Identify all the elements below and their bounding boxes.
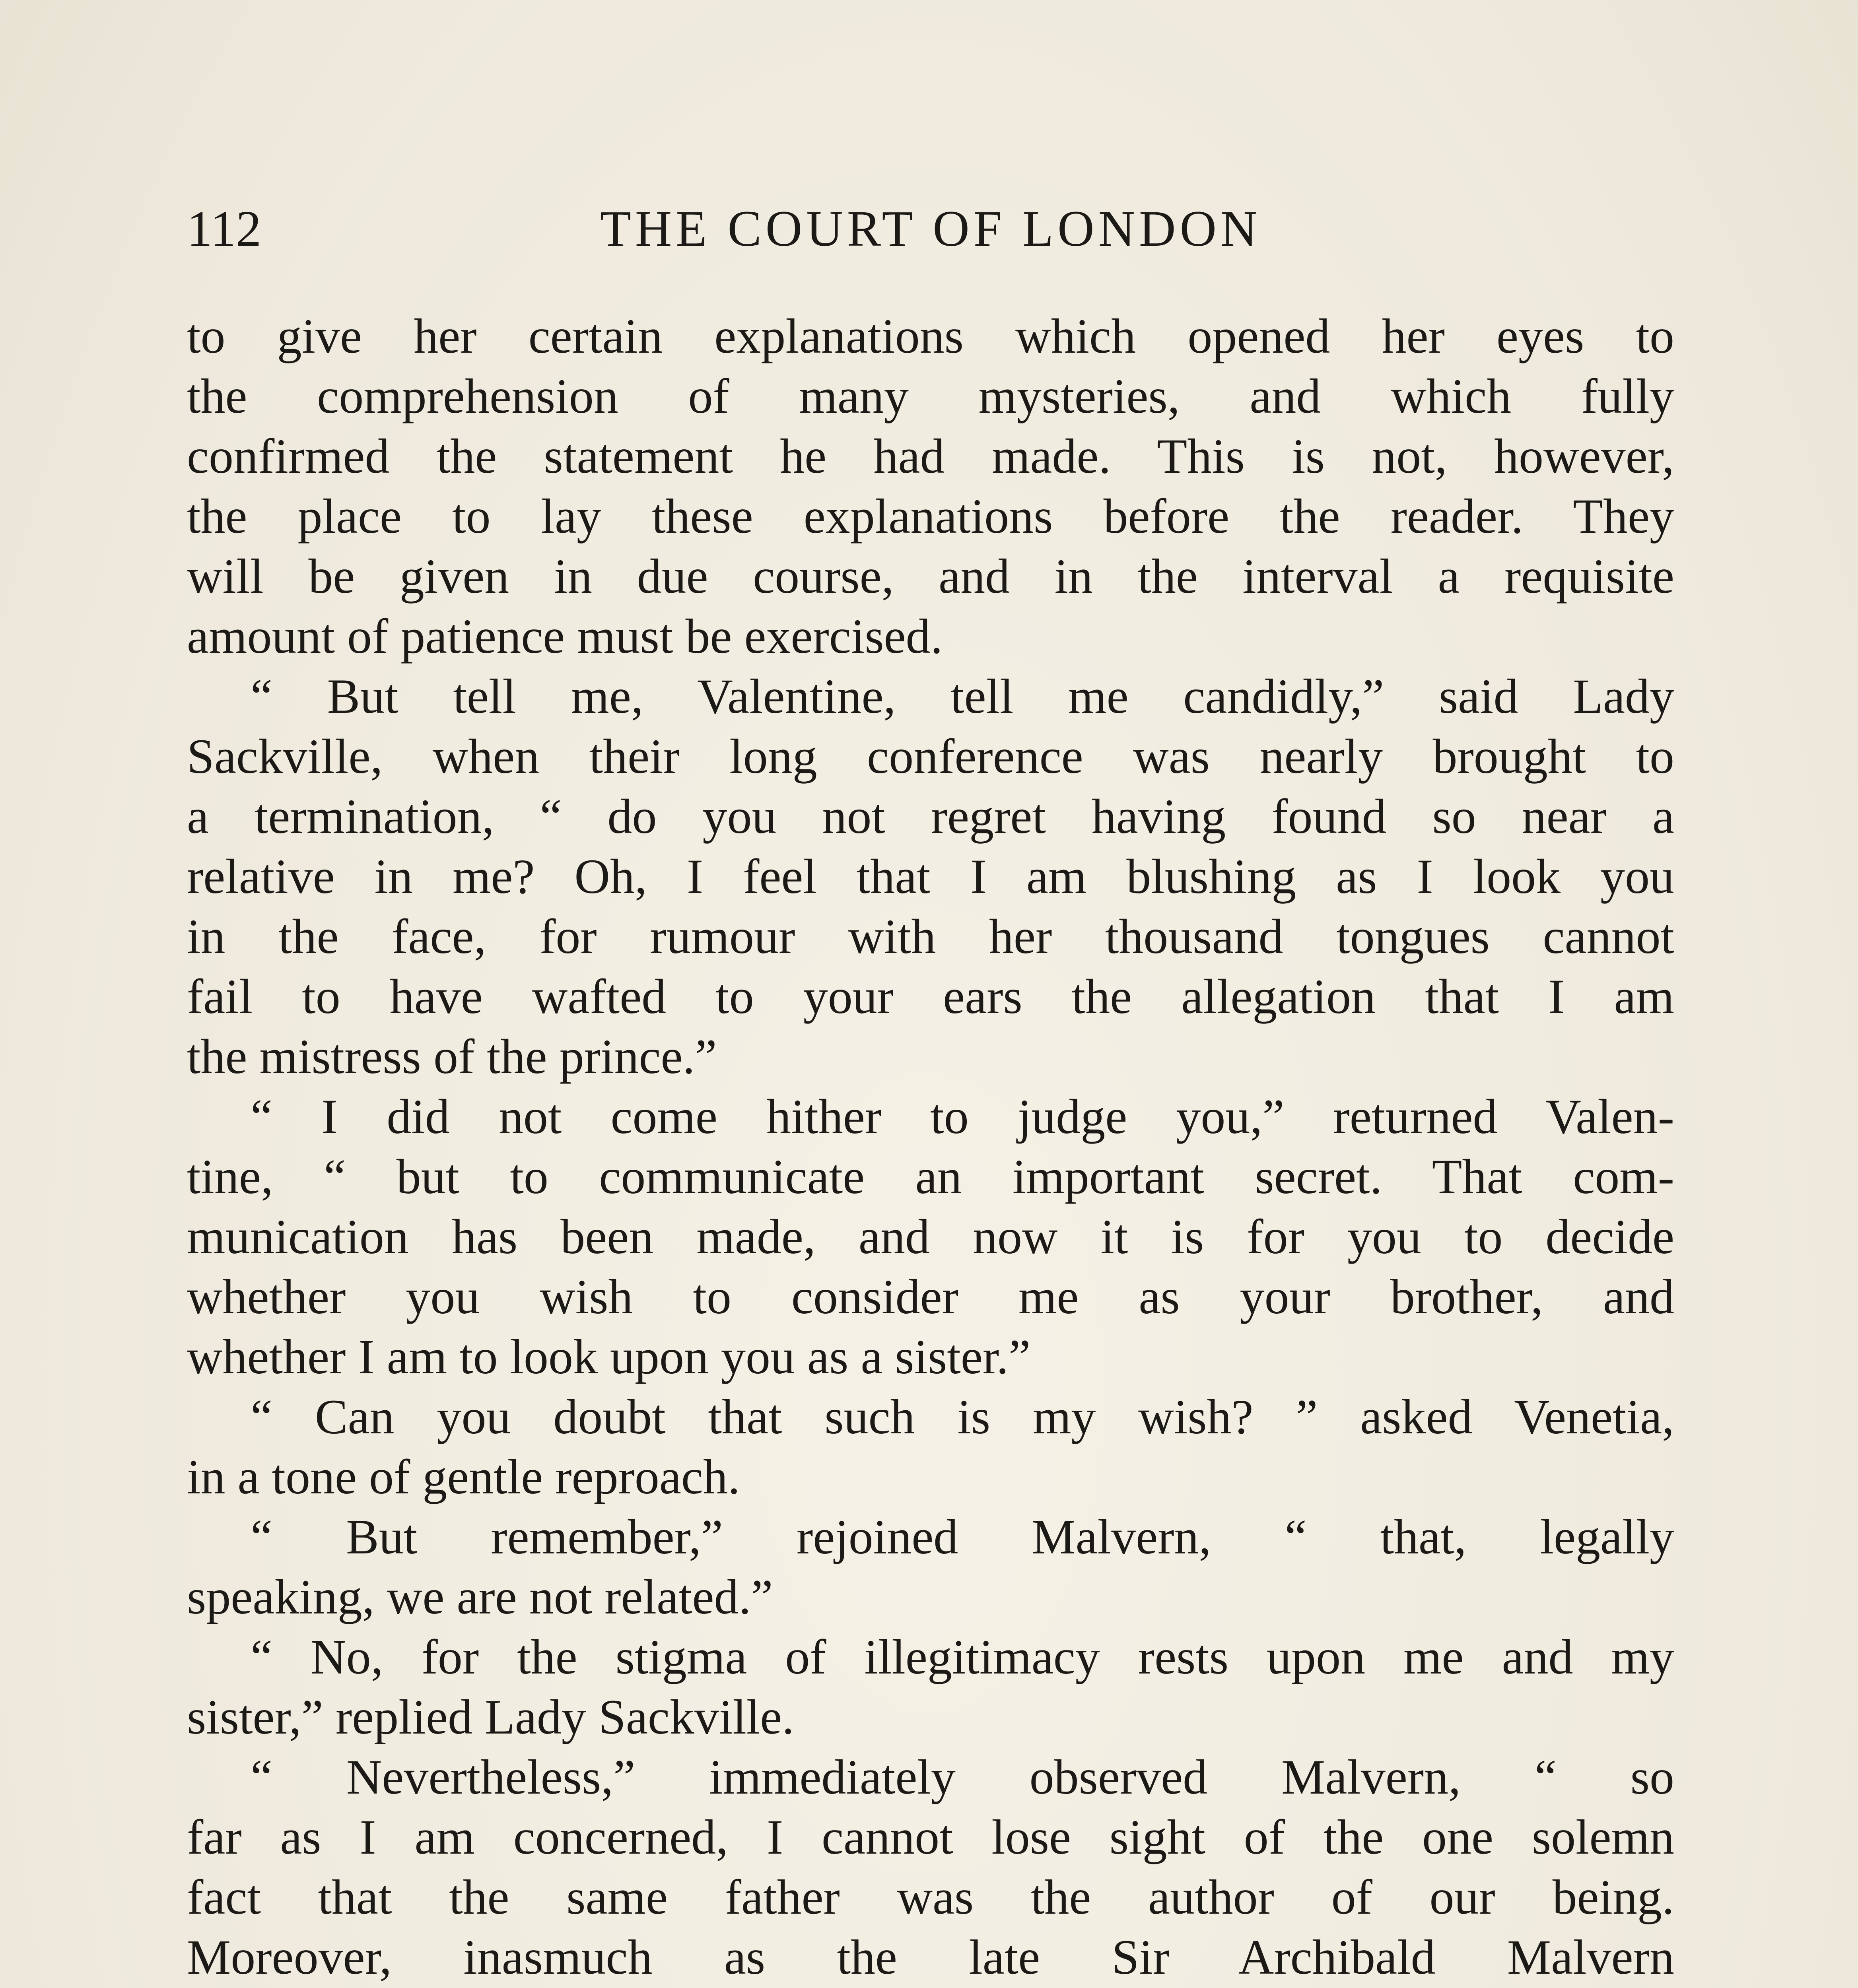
text-line: far as I am concerned, I cannot lose sight of the one solemn — [187, 1810, 1674, 1864]
text-line: whether you wish to consider me as your brother, and — [187, 1270, 1674, 1324]
text-line: “ Nevertheless,” immediately observed Malvern, “ so — [251, 1750, 1674, 1804]
text-line: confirmed the statement he had made. This is not, however, — [187, 429, 1674, 483]
text-line: “ But remember,” rejoined Malvern, “ that, legally — [251, 1510, 1674, 1564]
text-line: the place to lay these explanations before the reader. They — [187, 489, 1674, 544]
page-header — [187, 195, 1674, 262]
text-line: Moreover, inasmuch as the late Sir Archibald Malvern — [187, 1930, 1674, 1984]
body-text — [187, 306, 1674, 1988]
text-line: amount of patience must be exercised. — [187, 609, 943, 664]
text-line: fact that the same father was the author of our being. — [187, 1870, 1674, 1924]
text-line: to give her certain explanations which opened her eyes to — [187, 309, 1674, 363]
running-title: THE COURT OF LONDON — [600, 200, 1261, 257]
text-line: will be given in due course, and in the interval a requisite — [187, 549, 1674, 604]
text-line: whether I am to look upon you as a sister.” — [187, 1330, 1031, 1384]
text-line: a termination, “ do you not regret having found so near a — [187, 789, 1674, 844]
text-line: “ No, for the stigma of illegitimacy rests upon me and my — [251, 1630, 1674, 1684]
text-line: in the face, for rumour with her thousand tongues cannot — [187, 909, 1674, 964]
text-line: “ But tell me, Valentine, tell me candidly,” said Lady — [251, 669, 1674, 724]
text-line: in a tone of gentle reproach. — [187, 1450, 740, 1504]
text-line: Sackville, when their long conference was nearly brought to — [187, 729, 1674, 784]
text-line: munication has been made, and now it is for you to decide — [187, 1209, 1674, 1264]
text-line: relative in me? Oh, I feel that I am blushing as I look you — [187, 849, 1674, 904]
text-line: the mistress of the prince.” — [187, 1029, 717, 1084]
page-number: 112 — [187, 200, 262, 257]
text-line: the comprehension of many mysteries, and which fully — [187, 369, 1674, 423]
text-line: “ Can you doubt that such is my wish? ” asked Venetia, — [251, 1390, 1674, 1444]
text-line: fail to have wafted to your ears the allegation that I am — [187, 969, 1674, 1024]
text-line: tine, “ but to communicate an important secret. That com- — [187, 1149, 1674, 1204]
text-line: “ I did not come hither to judge you,” returned Valen- — [251, 1089, 1674, 1144]
text-line: speaking, we are not related.” — [187, 1570, 773, 1624]
text-line: sister,” replied Lady Sackville. — [187, 1690, 795, 1744]
